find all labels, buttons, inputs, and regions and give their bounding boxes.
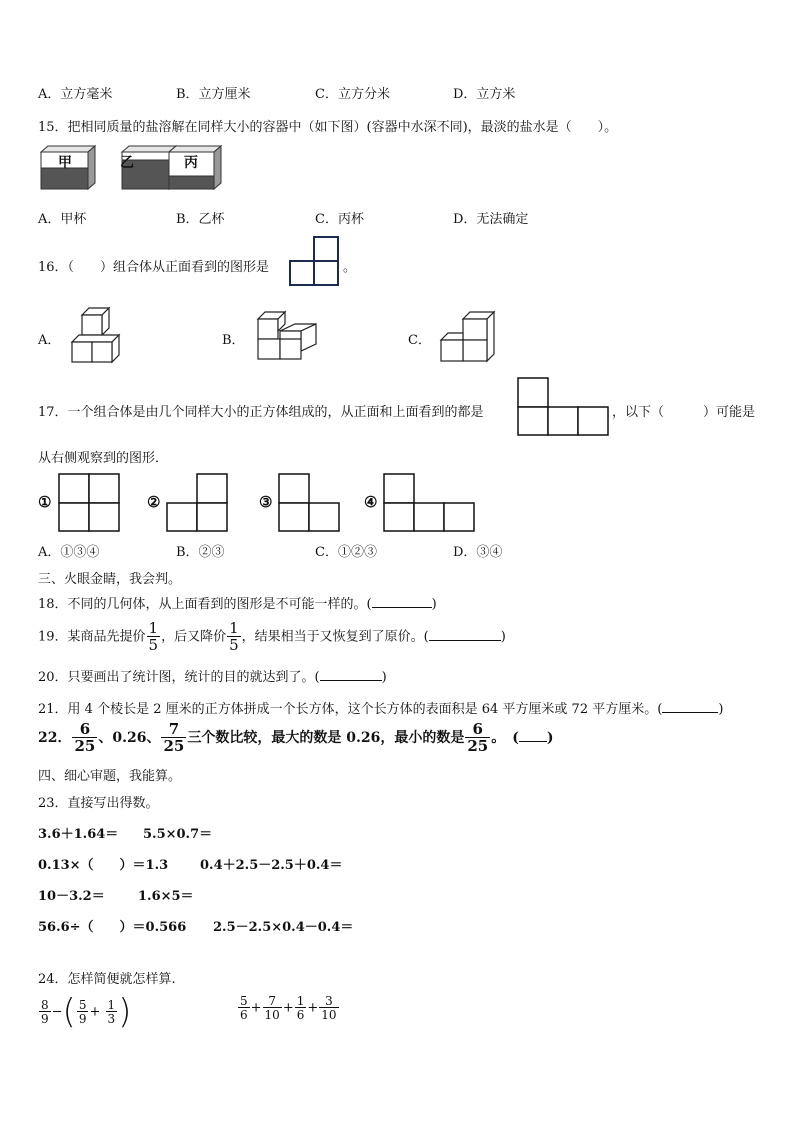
q24-e2-fraction-d-denominator: 10	[321, 1008, 337, 1022]
q24-e1-fraction-b-numerator: 5	[78, 998, 87, 1012]
q16-option-c-cubes	[439, 312, 499, 370]
q14-option-a: A．立方毫米	[38, 87, 113, 102]
q16-text: 16．（ ）组合体从正面看到的图形是	[38, 260, 270, 275]
q17-option-d: D．③④	[453, 545, 503, 560]
q16-option-b-cubes	[256, 310, 326, 365]
q24-expression-1	[38, 992, 132, 1032]
q15-option-b: B．乙杯	[176, 212, 225, 227]
q24-e1-fraction-a-denominator: 9	[41, 1012, 49, 1026]
q22-text-mid1: 、0.26、	[98, 730, 161, 746]
q22-answer-blank[interactable]	[519, 729, 547, 742]
q18-close-paren: )	[431, 597, 437, 612]
q17-figure-2	[166, 473, 230, 533]
q24-e2-fraction-c-numerator: 1	[296, 994, 305, 1008]
q23-row3-left: 10－3.2＝	[38, 889, 105, 904]
q22-fraction-2	[161, 722, 186, 754]
q21-text	[38, 698, 723, 717]
q17-figure-3-label: ③	[259, 493, 273, 511]
q24-e1-fraction-c	[106, 999, 118, 1025]
q15-option-d: D．无法确定	[453, 212, 529, 227]
q24-e2-fraction-c-denominator: 6	[296, 1008, 305, 1022]
q17-text-cont: ，以下（ ）可能是	[612, 405, 756, 420]
q20-text	[38, 666, 387, 685]
q24-e1-fraction-c-numerator: 1	[107, 998, 116, 1012]
q22-fraction-3-numerator: 6	[472, 720, 483, 738]
q19-fraction-1-denominator: 5	[148, 636, 159, 654]
q15-option-c: C．丙杯	[315, 212, 364, 227]
q18-text	[38, 593, 437, 612]
q24-title: 24．怎样简便就怎样算.	[38, 972, 176, 987]
q23-row2-right: 0.4＋2.5－2.5＋0.4＝	[200, 858, 343, 873]
q23-row1-right: 5.5×0.7＝	[143, 827, 213, 842]
q22-text-end: 。 (	[491, 730, 519, 746]
q19-answer-blank[interactable]	[429, 628, 501, 641]
q19-close-paren: )	[500, 629, 506, 645]
q23-row1-left: 3.6＋1.64＝	[38, 827, 119, 842]
q16-front-view-figure	[289, 237, 341, 287]
q22-fraction-2-denominator: 25	[163, 737, 185, 755]
q24-e2-fraction-b-numerator: 7	[268, 994, 276, 1008]
q24-e2-fraction-b	[263, 995, 282, 1021]
q24-e1-fraction-a-numerator: 8	[41, 998, 49, 1012]
q14-option-d: D．立方米	[453, 87, 516, 102]
q22-fraction-1	[72, 722, 97, 754]
q22-number: 22．	[38, 730, 72, 746]
q24-e1-plus: +	[89, 1004, 101, 1020]
q17-figure-1	[58, 473, 122, 533]
q17-front-top-view-figure	[517, 377, 609, 437]
section-4-heading: 四、细心审题，我能算。	[38, 769, 182, 784]
q24-e2-fraction-b-denominator: 10	[264, 1008, 280, 1022]
q16-option-a-label: A．	[38, 333, 61, 348]
q23-title: 23．直接写出得数。	[38, 796, 159, 811]
section-3-heading: 三、火眼金睛，我会判。	[38, 572, 182, 587]
q23-row3-right: 1.6×5＝	[138, 889, 194, 904]
q17-figure-4-label: ④	[364, 493, 378, 511]
q19-text-mid: ，后又降价	[161, 629, 227, 645]
q14-option-c: C．立方分米	[315, 87, 390, 102]
q18-answer-blank[interactable]	[372, 595, 432, 608]
q22-fraction-2-numerator: 7	[168, 720, 180, 738]
cup-label-jia: 甲	[58, 155, 72, 171]
q23-row2-left: 0.13×（ ）＝1.3	[38, 858, 169, 873]
q19-fraction-1	[147, 621, 161, 653]
q17-text-line2: 从右侧观察到的图形．	[38, 451, 169, 466]
q17-figure-3	[278, 473, 342, 533]
q18-statement: 18．不同的几何体，从上面看到的图形是不可能一样的。(	[38, 597, 372, 612]
q24-e2-fraction-a-numerator: 5	[240, 994, 248, 1008]
q21-statement: 21．用 4 个棱长是 2 厘米的正方体拼成一个长方体，这个长方体的表面积是 64 平方厘米或 72 平方厘米。(	[38, 702, 663, 717]
q24-e1-left-paren: (	[62, 992, 76, 1032]
q21-answer-blank[interactable]	[662, 700, 718, 713]
q17-option-b: B．②③	[176, 545, 225, 560]
q22-fraction-1-denominator: 25	[74, 737, 96, 755]
q19-text-start: 19．某商品先提价	[38, 629, 146, 645]
cup-label-yi: 乙	[120, 155, 134, 171]
q24-e2-fraction-d-numerator: 3	[325, 994, 333, 1008]
q24-e1-minus: −	[51, 1004, 63, 1020]
q19-fraction-2-numerator: 1	[229, 619, 239, 637]
q14-option-b: B．立方厘米	[176, 87, 251, 102]
q24-e1-right-paren: )	[118, 992, 132, 1032]
q17-option-a: A．①③④	[38, 545, 100, 560]
q22-text	[38, 722, 553, 754]
q21-close-paren: )	[718, 702, 724, 717]
q24-e2-plus-3: +	[307, 1000, 319, 1016]
q16-option-c-label: C．	[408, 333, 431, 348]
q19-fraction-2-denominator: 5	[229, 636, 239, 654]
cup-label-bing: 丙	[184, 155, 198, 171]
q16-text-end: 。	[343, 260, 357, 275]
q17-figure-1-label: ①	[38, 493, 52, 511]
q17-figure-4	[383, 473, 477, 533]
salt-water-cups-illustration	[38, 144, 268, 194]
q24-e2-plus-1: +	[250, 1000, 262, 1016]
q19-fraction-2	[227, 621, 241, 653]
q15-option-a: A．甲杯	[38, 212, 87, 227]
q16-option-a-cubes	[70, 306, 130, 364]
q23-row4-left: 56.6÷（ ）＝0.566	[38, 920, 187, 935]
q24-e1-fraction-c-denominator: 3	[107, 1012, 116, 1026]
q20-statement: 20．只要画出了统计图，统计的目的就达到了。(	[38, 670, 320, 685]
q19-text	[38, 621, 506, 653]
q19-text-end: ，结果相当于又恢复到了原价。(	[241, 629, 429, 645]
q20-close-paren: )	[381, 670, 387, 685]
q16-option-b-label: B．	[222, 333, 245, 348]
q24-expression-2	[237, 995, 340, 1021]
q24-e1-fraction-b-denominator: 9	[78, 1012, 87, 1026]
q24-e2-fraction-a	[238, 995, 250, 1021]
q17-option-c: C．①②③	[315, 545, 377, 560]
q19-fraction-1-numerator: 1	[148, 619, 159, 637]
q24-e1-fraction-b	[77, 999, 89, 1025]
q15-text: 15．把相同质量的盐溶解在同样大小的容器中（如下图）(容器中水深不同)，最淡的盐水是（ ）。	[38, 120, 618, 135]
q17-figure-2-label: ②	[147, 493, 161, 511]
q17-text: 17．一个组合体是由几个同样大小的正方体组成的，从正面和上面看到的都是	[38, 405, 484, 420]
q22-text-mid2: 三个数比较，最大的数是 0.26，最小的数是	[187, 730, 465, 746]
q24-e2-fraction-a-denominator: 6	[240, 1008, 248, 1022]
q24-e1-fraction-a	[39, 999, 51, 1025]
q23-row4-right: 2.5－2.5×0.4－0.4＝	[213, 920, 354, 935]
q22-close-paren: )	[546, 730, 554, 746]
q22-fraction-3-denominator: 25	[467, 737, 489, 755]
q24-e2-fraction-d	[319, 995, 338, 1021]
q20-answer-blank[interactable]	[320, 668, 382, 681]
q22-fraction-3	[465, 722, 490, 754]
q24-e2-fraction-c	[295, 995, 307, 1021]
q24-e2-plus-2: +	[282, 1000, 294, 1016]
q22-fraction-1-numerator: 6	[79, 720, 91, 738]
